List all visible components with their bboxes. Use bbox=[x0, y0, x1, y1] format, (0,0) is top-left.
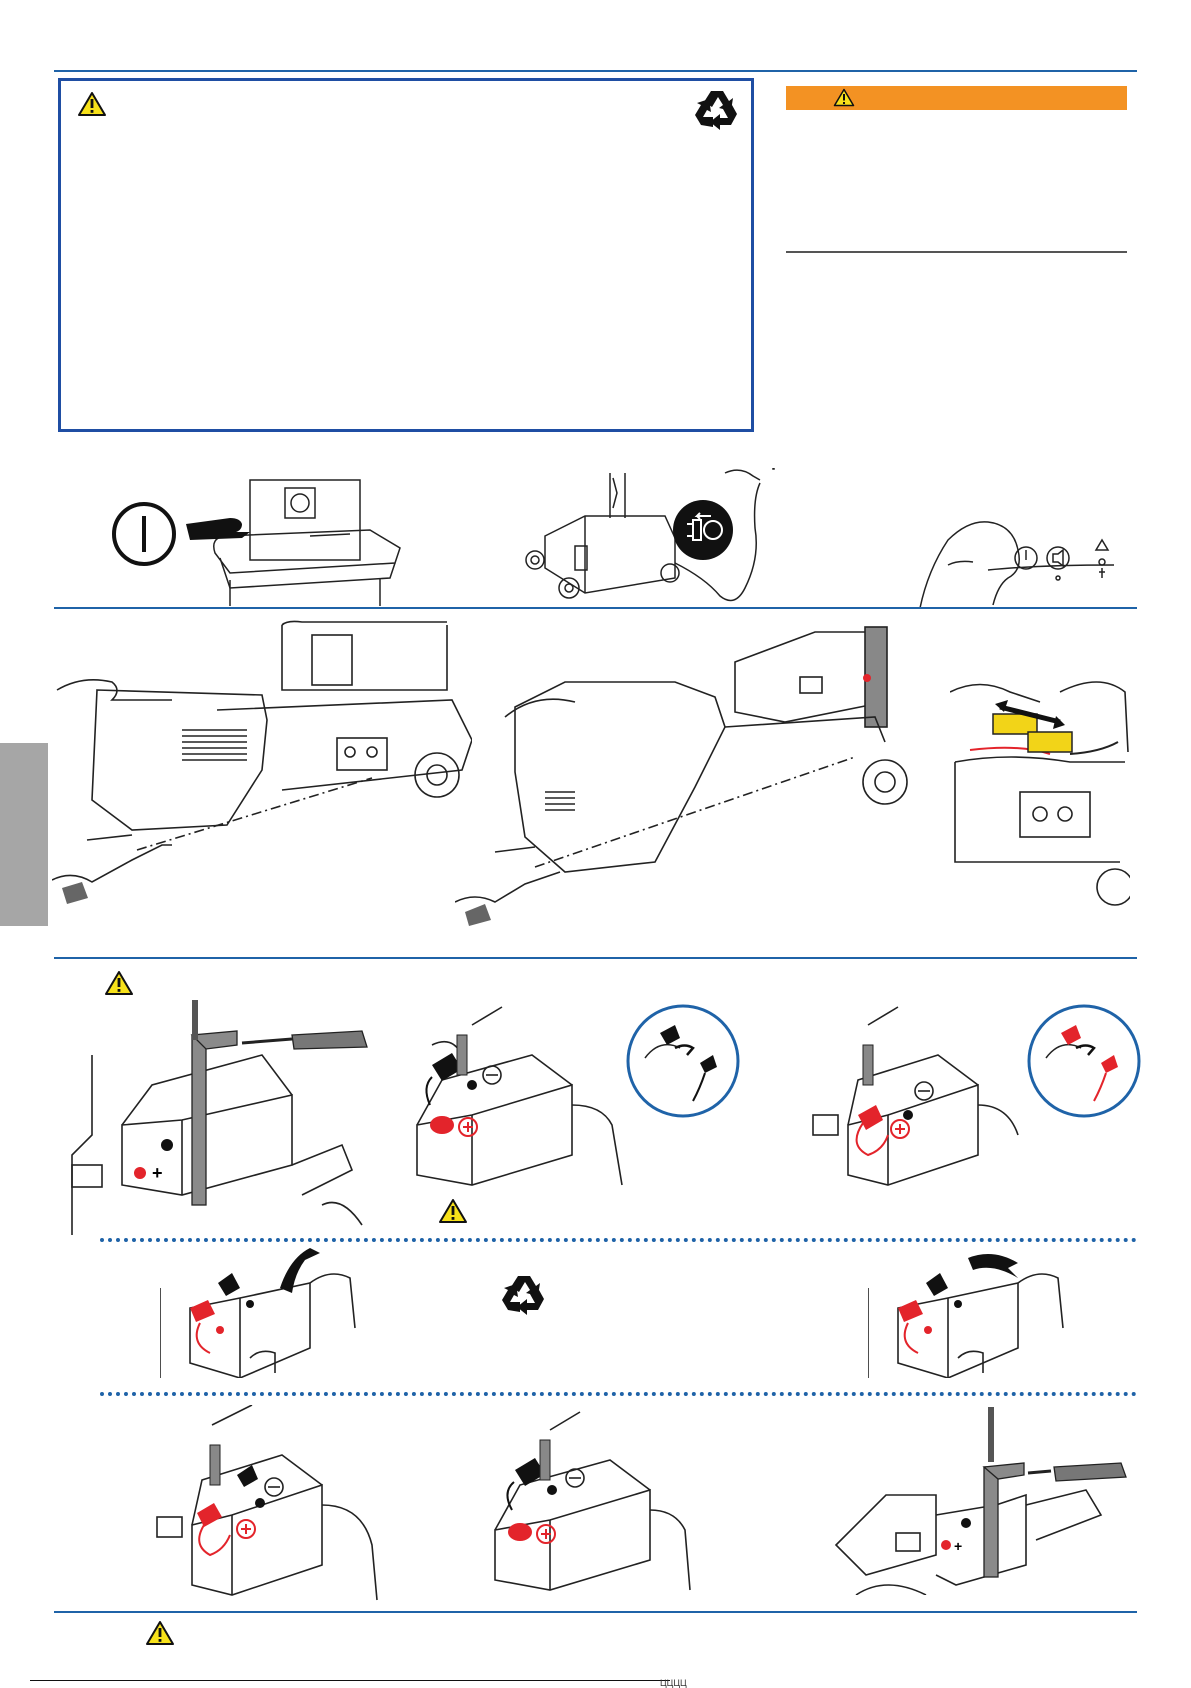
caution-header-bar bbox=[786, 86, 1127, 110]
warning-triangle-icon bbox=[145, 1620, 175, 1646]
step-power-off bbox=[110, 478, 410, 608]
footer-rule bbox=[30, 1680, 670, 1681]
top-rule bbox=[54, 70, 1137, 72]
section-side-tab bbox=[0, 743, 48, 926]
step-insert-battery bbox=[868, 1248, 1068, 1378]
section-rule-1 bbox=[54, 607, 1137, 609]
step-remove-front-cover bbox=[455, 622, 925, 942]
recycle-icon bbox=[693, 87, 743, 135]
terminal-plus-label: + bbox=[954, 1538, 963, 1554]
dotted-divider-1 bbox=[100, 1238, 1137, 1242]
step-disconnect-positive bbox=[808, 1005, 1028, 1190]
step-lift-battery-out bbox=[160, 1248, 360, 1378]
warning-box bbox=[58, 78, 754, 432]
bottom-rule bbox=[54, 1611, 1137, 1613]
dotted-divider-2 bbox=[100, 1392, 1137, 1396]
warning-triangle-icon bbox=[77, 91, 107, 117]
footer-partial-text: ЦЦЦЦ bbox=[660, 1678, 687, 1688]
warning-triangle-icon bbox=[833, 88, 855, 107]
section-rule-2 bbox=[54, 957, 1137, 959]
step-remove-rear-cover bbox=[52, 620, 472, 930]
inset-negative-cable bbox=[625, 1003, 741, 1119]
unplug-power-icon bbox=[673, 500, 733, 560]
step-disconnect-negative bbox=[412, 1005, 632, 1190]
terminal-plus-label: + bbox=[152, 1163, 163, 1183]
step-control-panel bbox=[918, 510, 1114, 608]
step-connect-positive bbox=[152, 1405, 392, 1605]
step-unplug bbox=[525, 468, 775, 608]
inset-positive-cable bbox=[1026, 1003, 1142, 1119]
warning-triangle-icon bbox=[438, 1198, 468, 1224]
step-remove-bracket-screw bbox=[62, 995, 382, 1235]
step-reinstall-bracket bbox=[826, 1405, 1136, 1595]
warning-triangle-icon bbox=[104, 970, 134, 996]
step-disconnect-connector bbox=[950, 652, 1130, 912]
power-button-icon bbox=[114, 504, 174, 564]
caution-divider bbox=[786, 251, 1127, 253]
recycle-icon bbox=[500, 1272, 550, 1320]
step-connect-negative bbox=[490, 1410, 700, 1595]
